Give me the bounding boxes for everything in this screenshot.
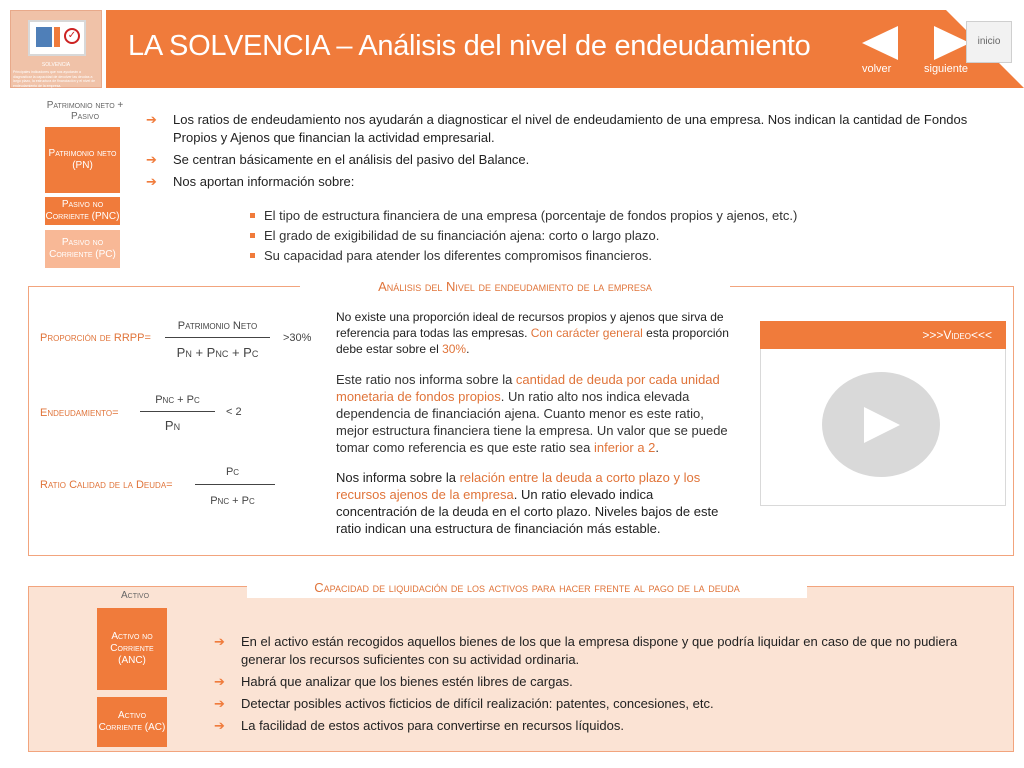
list-item: ➔ Nos aportan información sobre: xyxy=(146,174,355,189)
ratio-rrpp-numerator: Patrimonio Neto xyxy=(177,320,258,332)
list-item: El grado de exigibilidad de su financiación ajena: corto o largo plazo. xyxy=(250,227,950,245)
square-bullet-icon xyxy=(250,253,255,258)
square-bullet-icon xyxy=(250,233,255,238)
arrow-right-icon: ➔ xyxy=(146,112,157,127)
calidad-deuda-explanation: Nos informa sobre la relación entre la deuda a corto plazo y los recursos ajenos de la empresa. Un ratio elevado indica concentración de la deuda en el corto plazo. Niveles bajos de este ratio indican una estructura de financiación más estable. xyxy=(336,470,719,536)
arrow-right-icon: ➔ xyxy=(214,718,225,733)
capacidad-section-title: Capacidad de liquidación de los activos para hacer frente al pago de la deuda xyxy=(247,578,807,598)
page-title: LA SOLVENCIA – Análisis del nivel de endeudamiento xyxy=(128,30,811,62)
logo-description: Principales indicadores que nos ayudarán a diagnosticar la capacidad de devolver las deudas a largo plazo, la estructura de financiación y el nivel de endeudamiento de la empresa. xyxy=(13,70,96,88)
pasivo-no-corriente-box: Pasivo no Corriente (PNC) xyxy=(45,197,120,225)
play-icon[interactable] xyxy=(864,407,900,443)
arrow-right-icon: ➔ xyxy=(146,174,157,189)
arrow-right-icon: ➔ xyxy=(214,674,225,689)
logo-caption: SOLVENCIA xyxy=(41,62,71,68)
square-bullet-icon xyxy=(250,213,255,218)
fraction-line xyxy=(165,337,270,338)
fraction-line xyxy=(195,484,275,485)
list-item: ➔ La facilidad de estos activos para convertirse en recursos líquidos. xyxy=(214,718,624,733)
intro-list xyxy=(146,111,996,195)
back-link[interactable]: volver xyxy=(862,63,892,75)
list-item: ➔ Los ratios de endeudamiento nos ayudarán a diagnosticar el nivel de endeudamiento de una empresa. Nos indican la cantidad de Fondos Propios y Ajenos que financian la actividad empresarial. xyxy=(146,112,968,145)
ratio-rrpp-denominator: Pn + Pnc + Pc xyxy=(176,345,259,360)
next-link[interactable]: siguiente xyxy=(924,63,969,75)
ratio-calidad-deuda-denominator: Pnc + Pc xyxy=(210,495,255,507)
info-sub-list xyxy=(250,207,950,267)
back-triangle-icon[interactable] xyxy=(862,26,898,60)
solvency-logo-icon: ✓ xyxy=(28,20,86,56)
pasivo-heading: Patrimonio neto + Pasivo xyxy=(46,100,124,122)
activo-list xyxy=(214,633,974,739)
analysis-section-title: Análisis del Nivel de endeudamiento de la empresa xyxy=(300,278,730,296)
arrow-right-icon: ➔ xyxy=(214,634,225,649)
ratio-endeudamiento-reference: < 2 xyxy=(226,406,242,418)
list-item: El tipo de estructura financiera de una empresa (porcentaje de fondos propios y ajenos, etc.) xyxy=(250,207,950,225)
patrimonio-neto-box: Patrimonio neto (PN) xyxy=(45,127,120,193)
fraction-line xyxy=(140,411,215,412)
ratio-endeudamiento-denominator: Pn xyxy=(164,418,181,433)
list-item: Su capacidad para atender los diferentes compromisos financieros. xyxy=(250,247,950,265)
endeudamiento-explanation: Este ratio nos informa sobre la cantidad de deuda por cada unidad monetaria de fondos propios. Un ratio alto nos indica elevada dependencia de financiación ajena. Cuanto menor es este ratio, mejor estructura financiera tiene la empresa. Un valor que se puede tomar como referencia es que este ratio sea inferior a 2. xyxy=(336,372,728,455)
activo-heading: Activo xyxy=(120,590,150,601)
arrow-right-icon: ➔ xyxy=(146,152,157,167)
rrpp-explanation: No existe una proporción ideal de recursos propios y ajenos que sirva de referencia para todas las empresas. Con carácter general esta proporción debe estar sobre el 30%. xyxy=(336,310,729,356)
home-button[interactable]: inicio xyxy=(966,21,1012,63)
pasivo-corriente-box: Pasivo no Corriente (PC) xyxy=(45,230,120,268)
list-item: ➔ Se centran básicamente en el análisis del pasivo del Balance. xyxy=(146,152,530,167)
ratio-rrpp-label: Proporción de RRPP= xyxy=(40,332,151,344)
activo-no-corriente-box: Activo no Corriente (ANC) xyxy=(97,608,167,690)
ratio-endeudamiento-label: Endeudamiento= xyxy=(40,407,119,419)
ratio-calidad-deuda-numerator: Pc xyxy=(225,466,240,478)
list-item: ➔ Habrá que analizar que los bienes estén libres de cargas. xyxy=(214,674,573,689)
ratio-calidad-deuda-label: Ratio Calidad de la Deuda= xyxy=(40,479,173,491)
video-link[interactable]: >>>Video<<< xyxy=(760,321,1006,349)
list-item: ➔ En el activo están recogidos aquellos bienes de los que la empresa dispone y que podría liquidar en caso de que no pudiera generar los recursos suficientes con su actividad ordinaria. xyxy=(214,634,958,667)
arrow-right-icon: ➔ xyxy=(214,696,225,711)
ratio-rrpp-reference: >30% xyxy=(283,332,312,344)
next-triangle-icon[interactable] xyxy=(934,26,970,60)
activo-corriente-box: Activo Corriente (AC) xyxy=(97,697,167,747)
list-item: ➔ Detectar posibles activos ficticios de difícil realización: patentes, concesiones, etc. xyxy=(214,696,714,711)
ratio-endeudamiento-numerator: Pnc + Pc xyxy=(155,394,200,406)
